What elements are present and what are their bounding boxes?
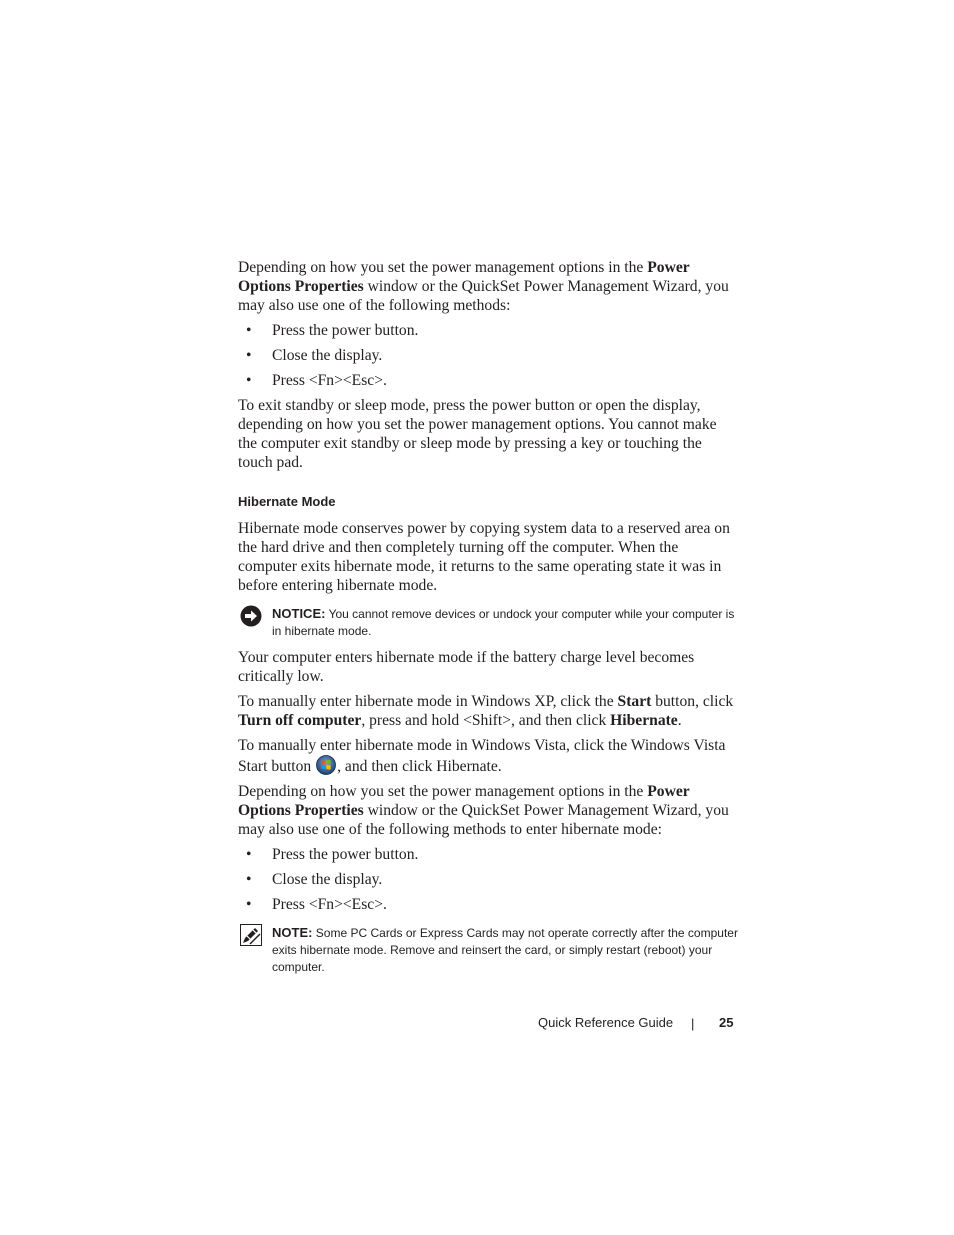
text: , and then click Hibernate. [337,758,502,775]
bullet-icon: • [246,372,252,389]
list-item-text: Close the display. [272,347,383,364]
hibernate-methods-list [238,845,738,914]
text: Depending on how you set the power management options in the [238,259,648,276]
note-text: Some PC Cards or Express Cards may not operate correctly after the computer exits hibernate mode. Remove and reinsert the card, or simply restart (reboot) your computer. [272,926,738,974]
list-item [238,895,738,914]
start-label: Start [617,693,652,710]
windows-vista-start-icon [315,755,337,775]
list-item-text: Press the power button. [272,322,419,339]
list-item-text: Close the display. [272,871,383,888]
turn-off-computer-label: Turn off computer [238,712,362,729]
note-label: NOTE: [272,925,313,940]
page-content [238,258,738,984]
battery-paragraph: Your computer enters hibernate mode if the battery charge level becomes critically low. [238,649,695,685]
note-box [238,924,738,976]
windows-vista-paragraph [238,736,738,776]
text: button, click [651,693,734,710]
power-options-label: Power Options Properties [238,259,690,295]
power-options-label: Power Options Properties [238,783,690,819]
footer-guide-title: Quick Reference Guide [538,1015,674,1030]
list-item-text: Press <Fn><Esc>. [272,896,387,913]
list-item [238,845,738,864]
hibernate-intro-paragraph: Hibernate mode conserves power by copying system data to a reserved area on the hard drive and then completely turning off the computer. When the computer exits hibernate mode, it returns to the same operating state it was in before entering hibernate mode. [238,520,730,594]
methods-list [238,321,738,390]
list-item [238,870,738,889]
list-item [238,321,738,340]
notice-label: NOTICE: [272,606,326,621]
note-pencil-icon [240,924,262,946]
text: , press and hold <Shift>, and then click [361,712,611,729]
bullet-icon: • [246,896,252,913]
text: . [677,712,682,729]
text: window or the QuickSet Power Management Wizard, you may also use one of the following methods to enter hibernate mode: [238,802,729,838]
exit-standby-paragraph: To exit standby or sleep mode, press the power button or open the display, depending on how you set the power management options. You cannot make the computer exit standby or sleep mode by pressing a key or touching the touch pad. [238,397,717,471]
text: Depending on how you set the power management options in the [238,783,648,800]
windows-xp-paragraph [238,692,738,730]
bullet-icon: • [246,322,252,339]
bullet-icon: • [246,347,252,364]
notice-text: You cannot remove devices or undock your computer while your computer is in hibernate mode. [272,607,735,638]
hibernate-label: Hibernate [610,712,678,729]
bullet-icon: • [246,846,252,863]
text: window or the QuickSet Power Management Wizard, you may also use one of the following methods: [238,278,729,314]
footer-separator: | [691,1016,695,1031]
notice-arrow-icon [240,605,262,627]
list-item-text: Press the power button. [272,846,419,863]
list-item-text: Press <Fn><Esc>. [272,372,387,389]
page-number: 25 [719,1015,734,1030]
section-heading: Hibernate Mode [238,494,336,509]
bullet-icon: • [246,871,252,888]
list-item [238,371,738,390]
text: To manually enter hibernate mode in Windows XP, click the [238,693,618,710]
text: To manually enter hibernate mode in Windows Vista, click the Windows Vista Start button [238,737,726,775]
list-item [238,346,738,365]
depending-paragraph [238,782,738,839]
intro-paragraph [238,258,738,315]
notice-box [238,605,738,640]
